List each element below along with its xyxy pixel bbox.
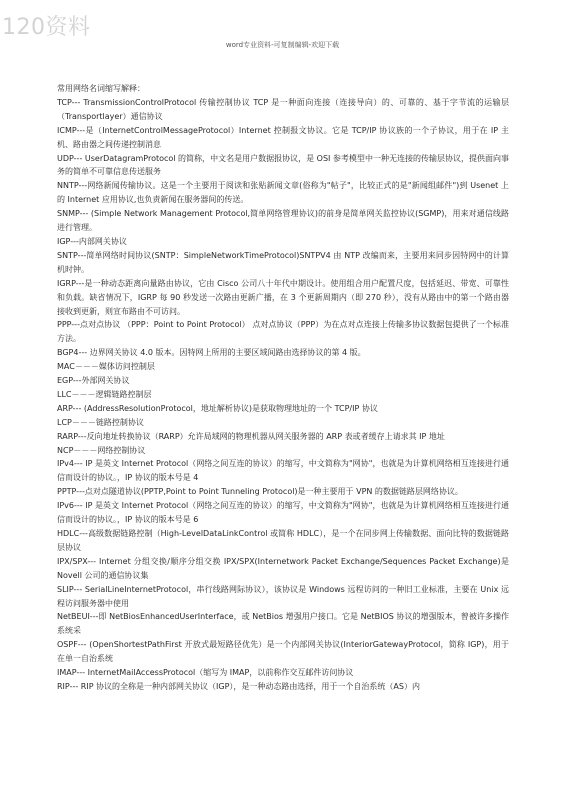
definition-rip: RIP--- RIP 协议的全称是一种内部网关协议（IGP），是一种动态路由选择，用于一个自治系统（AS）内 (57, 681, 420, 691)
definition-igp: IGP---内部网关协议 (57, 236, 127, 246)
definition-slip: SLIP--- SerialLineInternetProtocol，串行线路网际协议），该协议是 Windows 远程访问的一种旧工业标准，主要在 Unix 远程访问服务器中使用 (57, 584, 509, 608)
definition-rarp: RARP---反向地址转换协议（RARP）允许局域网的物理机器从网关服务器的 ARP 表或者缓存上请求其 IP 地址 (57, 431, 445, 441)
definition-ipv4: IPv4--- IP 是英文 Internet Protocol（网络之间互连的协议）的缩写，中文简称为"网协"，也就是为计算机网络相互连接进行通信而设计的协议。，IP 协议的版本号是 4 (57, 459, 509, 483)
definition-ipv6: IPv6--- IP 是英文 Internet Protocol（网络之间互连的协议）的缩写，中文简称为"网协"，也就是为计算机网络相互连接进行通信而设计的协议。，IP 协议的版本号是 6 (57, 501, 509, 525)
definition-udp: UDP--- UserDatagramProtocol 的简称，中文名是用户数据报协议，是 OSI 参考模型中一种无连接的传输层协议，提供面向事务的简单不可靠信息传送服务 (57, 153, 509, 177)
definition-snmp: SNMP--- (Simple Network Management Protocol,简单网络管理协议)的前身是简单网关监控协议(SGMP)，用来对通信线路进行管理。 (57, 209, 509, 233)
definition-imap: IMAP--- InternetMailAccessProtocol（缩写为 IMAP，以前称作交互邮件访问协议 (57, 668, 354, 678)
definition-ipx-spx: IPX/SPX--- Internet 分组交换/顺序分组交换 IPX/SPX(Internetwork Packet Exchange/Sequences Packet Exchange)是 Novell 公司的通信协议集 (57, 556, 509, 580)
definition-hdlc: HDLC---高级数据链路控制（High-LevelDataLinkControl 或简称 HDLC），是一个在同步网上传输数据、面向比特的数据链路层协议 (57, 529, 509, 552)
definition-arp: ARP--- (AddressResolutionProtocol，地址解析协议)是获取物理地址的一个 TCP/IP 协议 (57, 403, 378, 413)
definition-netbeui: NetBEUI---即 NetBiosEnhancedUserInterface，或 NetBios 增强用户接口。它是 NetBIOS 协议的增强版本，曾被许多操作系统采 (57, 612, 509, 636)
document-body (57, 82, 509, 694)
definition-ospf: OSPF--- (OpenShortestPathFirst 开放式最短路径优先）是一个内部网关协议(InteriorGatewayProtocol，简称 IGP)，用于在单一自治系统 (57, 640, 509, 664)
definition-mac: MAC－－－媒体访问控制层 (57, 362, 155, 372)
definition-egp: EGP---外部网关协议 (57, 376, 130, 386)
definition-nntp: NNTP---网络新闻传输协议。这是一个主要用于阅读和张贴新闻文章(俗称为"帖子"，比较正式的是"新闻组邮件")到 Usenet 上的 Internet 应用协议,也负责新闻在服务器间的传送。 (57, 181, 509, 205)
header-note: word专业资料-可复制编辑-欢迎下载 (225, 41, 340, 49)
definition-igrp: IGRP---是一种动态距离向量路由协议，它由 Cisco 公司八十年代中期设计。使用组合用户配置尺度，包括延迟、带宽、可靠性和负载。缺省情况下，IGRP 每 90 秒发送一次路由更新广播，在 3 个更新周期内（即 270 秒），没有从路由中的第一个路由器接收到更新，则宣布路由不可访问。 (57, 278, 509, 316)
watermark-logo: 120资料 (2, 15, 91, 40)
definition-tcp: TCP--- TransmissionControlProtocol 传输控制协议 TCP 是一种面向连接（连接导向）的、可靠的、基于字节流的运输层（Transportlayer）通信协议 (57, 97, 509, 121)
definition-pptp: PPTP---点对点隧道协议(PPTP,Point to Point Tunneling Protocol)是一种主要用于 VPN 的数据链路层网络协议。 (57, 487, 463, 497)
definition-ncp: NCP－－－网络控制协议 (57, 445, 146, 455)
definition-sntp: SNTP---简单网络时间协议(SNTP：SimpleNetworkTimeProtocol)SNTPV4 由 NTP 改编而来，主要用来同步因特网中的计算机时钟。 (57, 250, 509, 274)
document-title: 常用网络名词缩写解释： (57, 84, 145, 93)
definition-lcp: LCP－－－链路控制协议 (57, 417, 144, 427)
definition-icmp: ICMP---是（InternetControlMessageProtocol）Internet 控制报文协议。它是 TCP/IP 协议族的一个子协议，用于在 IP 主机、路由器之间传递控制消息 (57, 125, 509, 149)
definition-llc: LLC－－－逻辑链路控制层 (57, 389, 152, 399)
definition-ppp: PPP---点对点协议 （PPP：Point to Point Protocol） 点对点协议（PPP）为在点对点连接上传输多协议数据包提供了一个标准方法。 (57, 320, 509, 344)
definition-bgp4: BGP4--- 边界网关协议 4.0 版本。因特网上所用的主要区域间路由选择协议的第 4 版。 (57, 348, 366, 358)
